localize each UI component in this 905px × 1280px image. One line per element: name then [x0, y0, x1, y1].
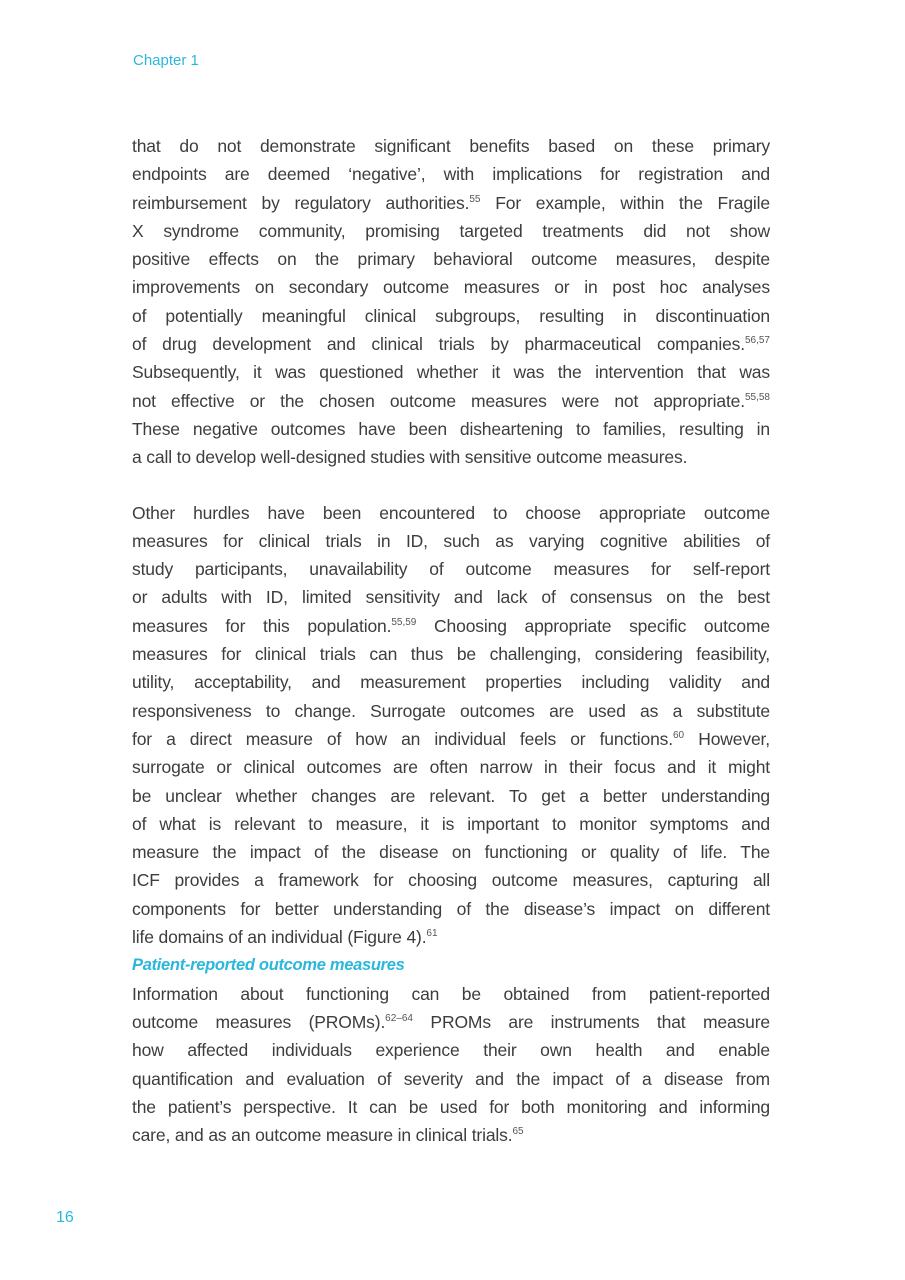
text-segment: of potentially meaningful clinical subgroups, resulting in discontinuation	[132, 305, 770, 326]
text-segment: responsiveness to change. Surrogate outcomes are used as a substitute	[132, 700, 770, 721]
text-segment: measures for clinical trials can thus be challenging, considering feasibility,	[132, 644, 770, 665]
text-line	[132, 810, 770, 838]
citation-superscript: 55,59	[391, 616, 417, 628]
text-segment: Information about functioning can be obtained from patient-reported	[132, 983, 770, 1004]
text-line	[132, 923, 770, 951]
text-line	[132, 330, 770, 358]
text-line	[132, 866, 770, 894]
citation-superscript: 61	[426, 928, 438, 940]
text-segment: the patient’s perspective. It can be used for both monitoring and informing	[132, 1096, 770, 1117]
text-segment: endpoints are deemed ‘negative’, with implications for registration and	[132, 164, 770, 185]
paragraph	[132, 980, 770, 1150]
text-line	[132, 358, 770, 386]
text-segment: measure the impact of the disease on functioning or quality of life. The	[132, 842, 770, 863]
text-segment: For example, within the Fragile	[480, 192, 770, 213]
text-segment: be unclear whether changes are relevant. To get a better understanding	[132, 785, 770, 806]
text-segment: PROMs are instruments that measure	[412, 1011, 770, 1032]
text-line	[132, 725, 770, 753]
text-segment: measures for clinical trials in ID, such as varying cognitive abilities of	[132, 530, 770, 551]
text-line	[132, 499, 770, 527]
text-segment: life domains of an individual (Figure 4).	[132, 927, 427, 948]
text-line	[132, 245, 770, 273]
text-line	[132, 1121, 770, 1149]
text-line	[132, 1093, 770, 1121]
text-segment: Subsequently, it was questioned whether it was the intervention that was	[132, 362, 770, 383]
text-segment: reimbursement by regulatory authorities.	[132, 192, 470, 213]
text-line	[132, 1008, 770, 1036]
text-line	[132, 782, 770, 810]
text-line	[132, 273, 770, 301]
text-segment: outcome measures (PROMs).	[132, 1011, 386, 1032]
text-line	[132, 387, 770, 415]
paragraph	[132, 132, 770, 472]
text-segment: utility, acceptability, and measurement properties including validity and	[132, 672, 770, 693]
citation-superscript: 55	[469, 193, 481, 205]
text-segment: These negative outcomes have been disheartening to families, resulting in	[132, 418, 770, 439]
text-segment: a call to develop well-designed studies with sensitive outcome measures.	[132, 447, 688, 468]
running-head: Chapter 1	[133, 52, 199, 69]
text-segment: components for better understanding of the disease’s impact on different	[132, 898, 770, 919]
text-segment: that do not demonstrate significant benefits based on these primary	[132, 136, 770, 156]
text-segment: quantification and evaluation of severity and the impact of a disease from	[132, 1068, 770, 1089]
text-segment: of what is relevant to measure, it is important to monitor symptoms and	[132, 813, 770, 834]
text-line	[132, 838, 770, 866]
text-line	[132, 753, 770, 781]
text-line	[132, 668, 770, 696]
section-heading: Patient-reported outcome measures	[132, 956, 405, 975]
citation-superscript: 62–64	[385, 1012, 413, 1024]
citation-superscript: 56,57	[744, 335, 770, 347]
text-line	[132, 132, 770, 160]
text-segment: for a direct measure of how an individual feels or functions.	[132, 728, 673, 749]
text-segment: improvements on secondary outcome measures or in post hoc analyses	[132, 277, 770, 298]
text-segment: not effective or the chosen outcome measures were not appropriate.	[132, 390, 745, 411]
text-segment: Other hurdles have been encountered to choose appropriate outcome	[132, 502, 770, 523]
citation-superscript: 55,58	[744, 391, 770, 403]
text-line	[132, 217, 770, 245]
citation-superscript: 60	[673, 729, 685, 741]
text-line	[132, 443, 770, 471]
text-segment: ICF provides a framework for choosing outcome measures, capturing all	[132, 870, 770, 891]
text-line	[132, 160, 770, 188]
paragraph	[132, 499, 770, 952]
citation-superscript: 65	[512, 1126, 524, 1138]
text-segment: positive effects on the primary behavioral outcome measures, despite	[132, 249, 770, 270]
text-segment: surrogate or clinical outcomes are often narrow in their focus and it might	[132, 757, 770, 778]
text-line	[132, 697, 770, 725]
text-line	[132, 1036, 770, 1064]
text-line	[132, 1065, 770, 1093]
text-segment: study participants, unavailability of outcome measures for self-report	[132, 559, 770, 580]
text-segment: care, and as an outcome measure in clinical trials.	[132, 1125, 513, 1146]
text-line	[132, 415, 770, 443]
text-line	[132, 189, 770, 217]
text-segment: or adults with ID, limited sensitivity and lack of consensus on the best	[132, 587, 770, 608]
text-line	[132, 555, 770, 583]
text-line	[132, 895, 770, 923]
text-line	[132, 302, 770, 330]
text-line	[132, 583, 770, 611]
text-line	[132, 527, 770, 555]
text-segment: However,	[684, 728, 770, 749]
text-segment: Choosing appropriate specific outcome	[416, 615, 771, 636]
text-line	[132, 612, 770, 640]
body-text	[132, 132, 770, 1176]
text-segment: measures for this population.	[132, 615, 392, 636]
text-segment: of drug development and clinical trials by pharmaceutical companies.	[132, 334, 745, 355]
text-line	[132, 980, 770, 1008]
page-number: 16	[56, 1209, 74, 1226]
text-segment: X syndrome community, promising targeted treatments did not show	[132, 220, 770, 241]
text-line	[132, 640, 770, 668]
text-segment: how affected individuals experience their own health and enable	[132, 1040, 770, 1061]
